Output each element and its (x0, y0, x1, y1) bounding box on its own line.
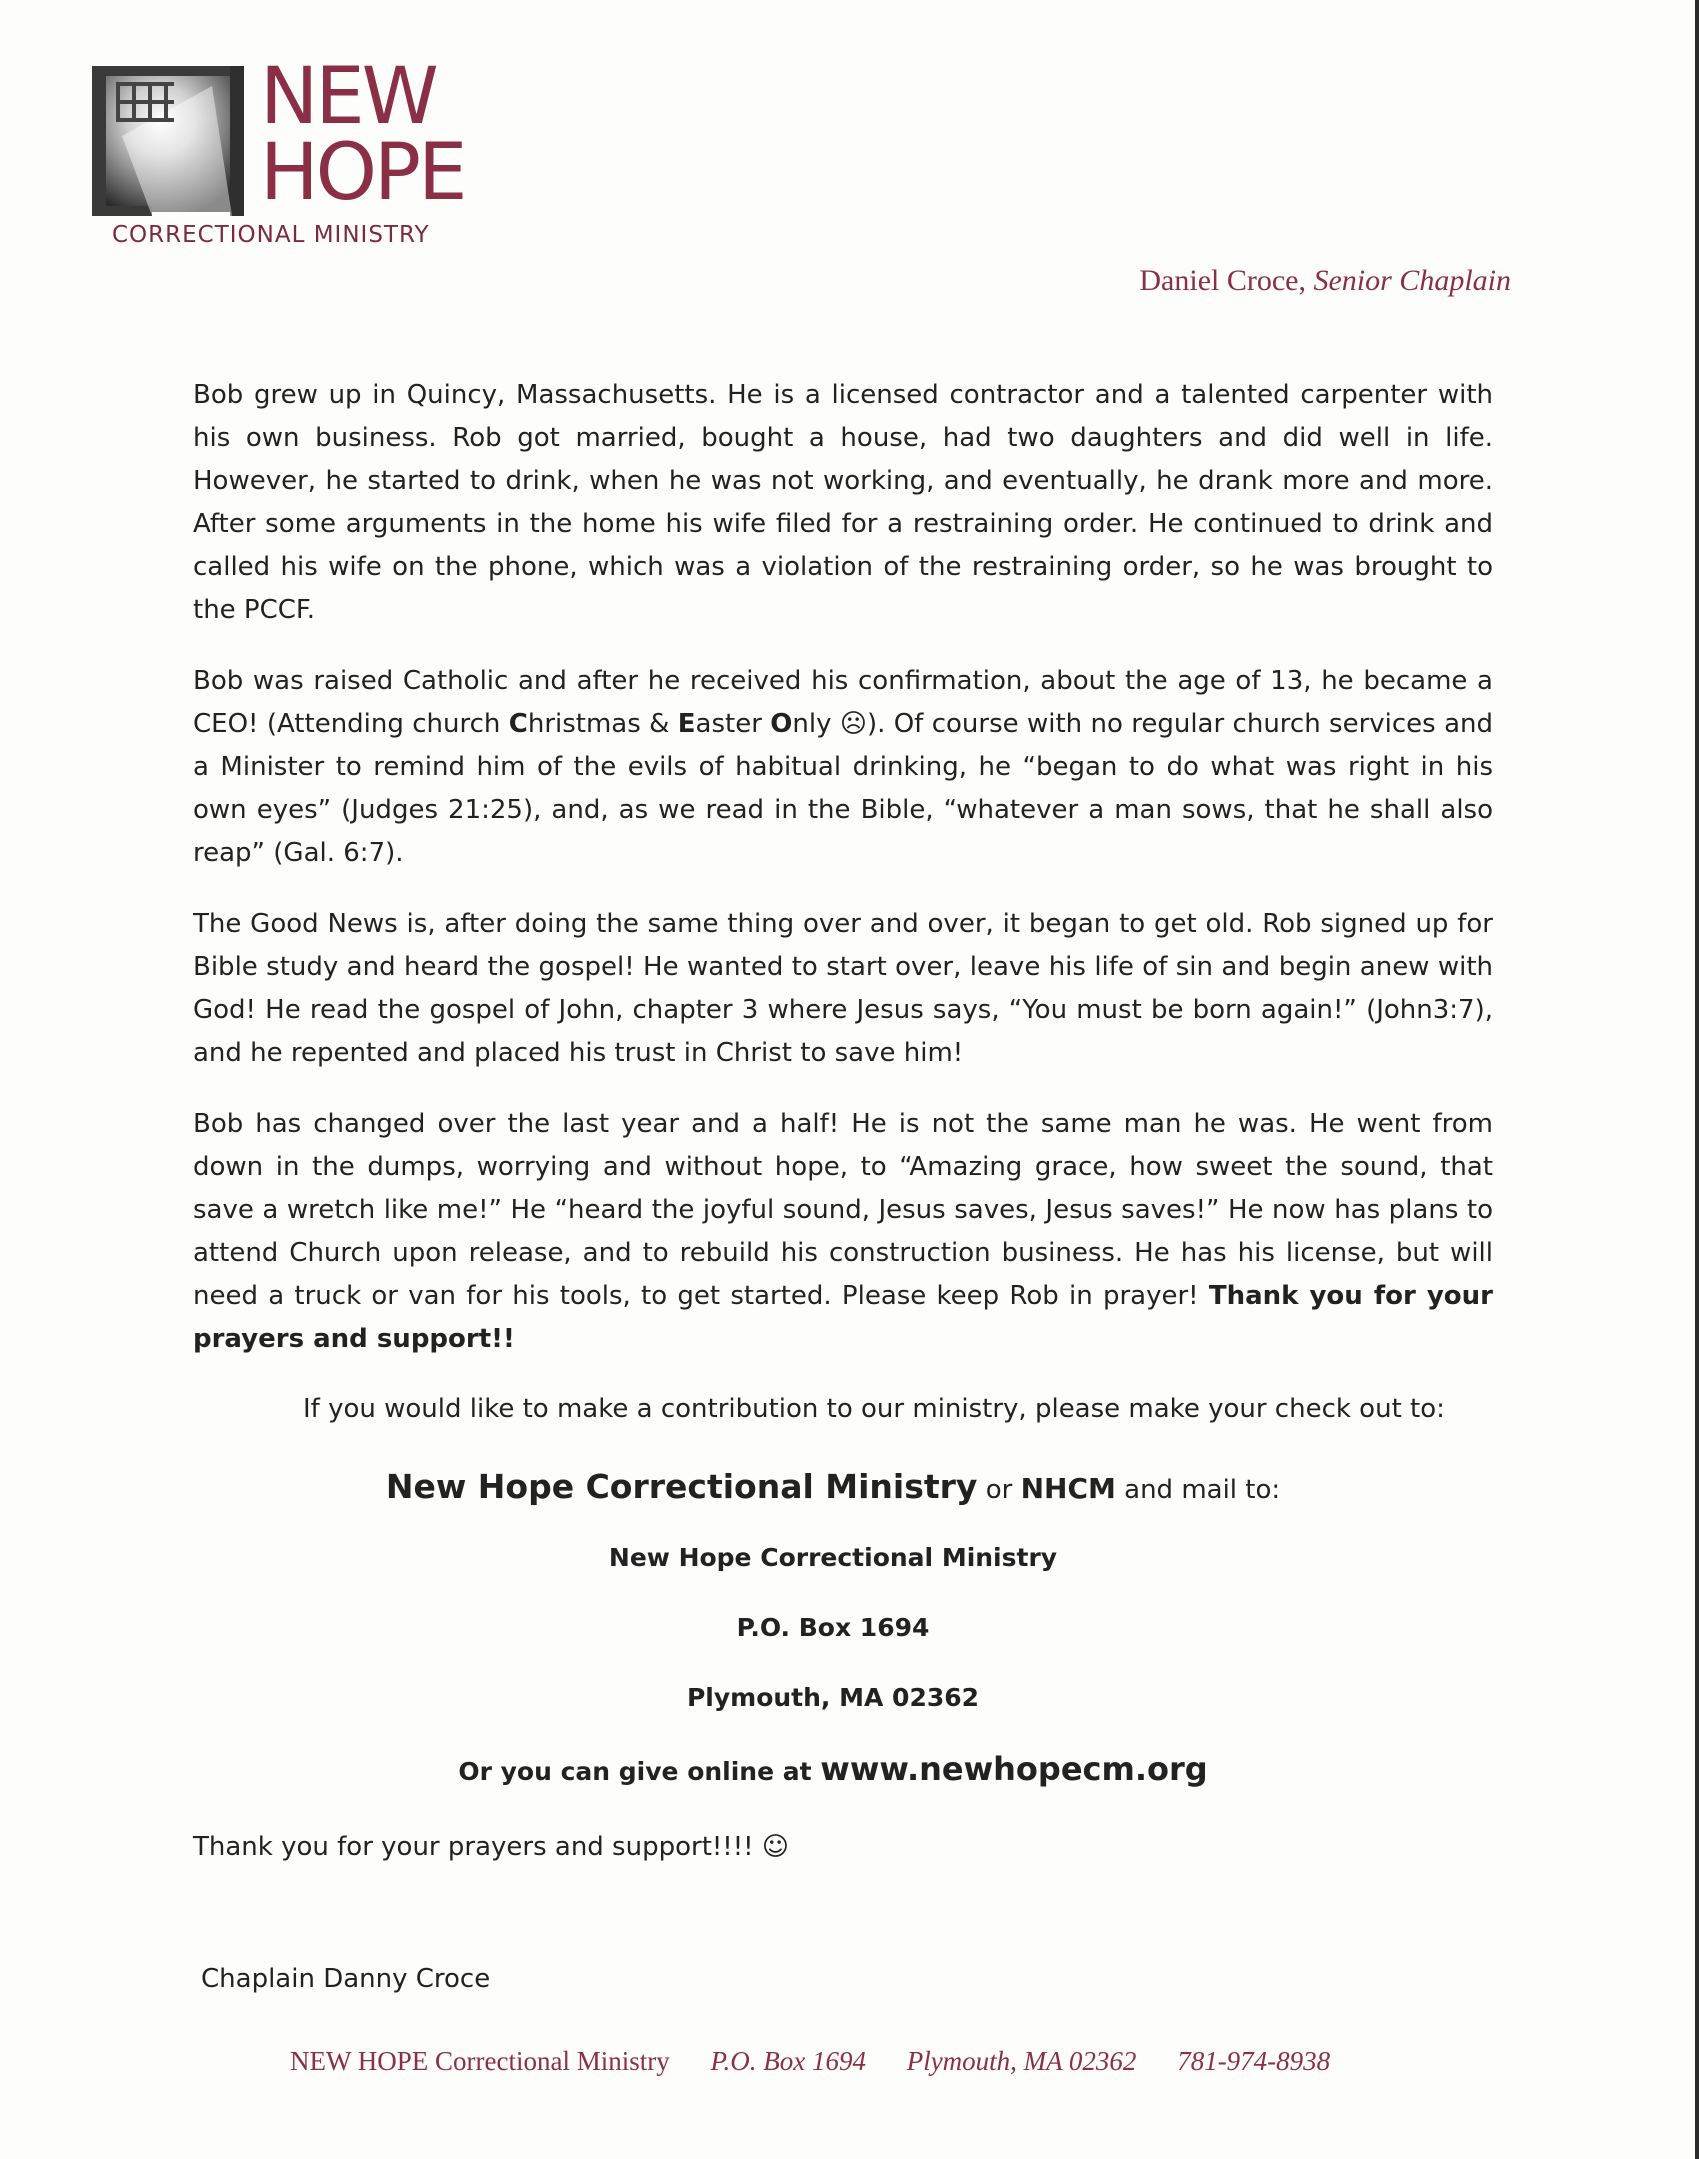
paragraph-2 (193, 660, 1493, 875)
chaplain-header (1139, 264, 1511, 298)
footer-city: Plymouth, MA 02362 (906, 2046, 1137, 2076)
paragraph-2-text: aster (695, 709, 771, 739)
contribution-line: If you would like to make a contribution to our ministry, please make your check out to: (303, 1394, 1445, 1424)
mailing-address-name: New Hope Correctional Ministry (608, 1543, 1058, 1572)
paragraph-4 (193, 1103, 1493, 1361)
thank-you-bold: Thank you for your prayers and support!! (193, 1281, 1493, 1354)
letterhead-logo (92, 52, 492, 262)
payee-or: or (977, 1475, 1021, 1505)
mailing-address-box: P.O. Box 1694 (736, 1613, 930, 1642)
page-edge (1695, 0, 1699, 2159)
chaplain-title: Senior Chaplain (1313, 264, 1511, 297)
online-giving (163, 1750, 1503, 1788)
paragraph-1: Bob grew up in Quincy, Massachusetts. He is a licensed contractor and a talented carpenter with his own business. Rob got married, bought a house, had two daughters and did well in life. However, he started to drink, when he was not working, and eventually, he drank more and more. After some arguments in the home his wife filed for a restraining order. He continued to drink and called his wife on the phone, which was a violation of the restraining order, so he was brought to the PCCF. (193, 380, 1493, 625)
closing-thanks: Thank you for your prayers and support!!!! ☺ (193, 1832, 789, 1862)
online-text: Or you can give online at (458, 1757, 821, 1786)
website-link[interactable]: www.newhopecm.org (820, 1750, 1208, 1788)
paragraph-3: The Good News is, after doing the same thing over and over, it began to get old. Rob signed up for Bible study and heard the gospel! He wanted to start over, leave his life of sin and begin anew with God! He read the gospel of John, chapter 3 where Jesus says, “You must be born again!” (John3:7), and he repented and placed his trust in Christ to save him! (193, 909, 1493, 1068)
brand-name-line2: HOPE (260, 128, 465, 218)
paragraph-2-text: Bob was raised Catholic and after he received his confirmation, about the age of 13, he became a CEO! (Attending church (193, 666, 1493, 739)
ceo-o: O (770, 709, 793, 739)
paragraph-2-text: hristmas & (527, 709, 678, 739)
mailing-address-city: Plymouth, MA 02362 (686, 1683, 980, 1712)
payee-abbr: NHCM (1020, 1472, 1116, 1505)
brand-subtitle: CORRECTIONAL MINISTRY (112, 222, 430, 248)
signature: Chaplain Danny Croce (201, 1964, 491, 1994)
letter-footer (290, 2046, 1364, 2077)
brand-name-line1: NEW (260, 52, 436, 142)
payee-line (163, 1467, 1503, 1506)
footer-phone: 781-974-8938 (1177, 2046, 1331, 2076)
ceo-c: C (508, 709, 528, 739)
payee-name: New Hope Correctional Ministry (385, 1467, 978, 1506)
footer-box: P.O. Box 1694 (710, 2046, 866, 2076)
ceo-e: E (677, 709, 696, 739)
footer-org: NEW HOPE Correctional Ministry (290, 2046, 670, 2076)
barred-window-logo-icon (92, 66, 244, 216)
paragraph-4-text: Bob has changed over the last year and a half! He is not the same man he was. He went from down in the dumps, worrying and without hope, to “Amazing grace, how sweet the sound, that save a wretch like me!” He “heard the joyful sound, Jesus saves, Jesus saves!” He now has plans to attend Church upon release, and to rebuild his construction business. He has his license, but will need a truck or van for his tools, to get started. Please keep Rob in prayer! (193, 1109, 1493, 1311)
payee-mail: and mail to: (1115, 1475, 1281, 1505)
letter-body (193, 374, 1493, 1994)
paragraph-2-text: nly ☹). Of course with no regular church services and a Minister to remind him of the evils of habitual drinking, he “began to do what was right in his own eyes” (Judges 21:25), and, as we read in the Bible, “whatever a man sows, that he shall also reap” (Gal. 6:7). (193, 709, 1494, 868)
chaplain-name: Daniel Croce, (1139, 264, 1306, 297)
